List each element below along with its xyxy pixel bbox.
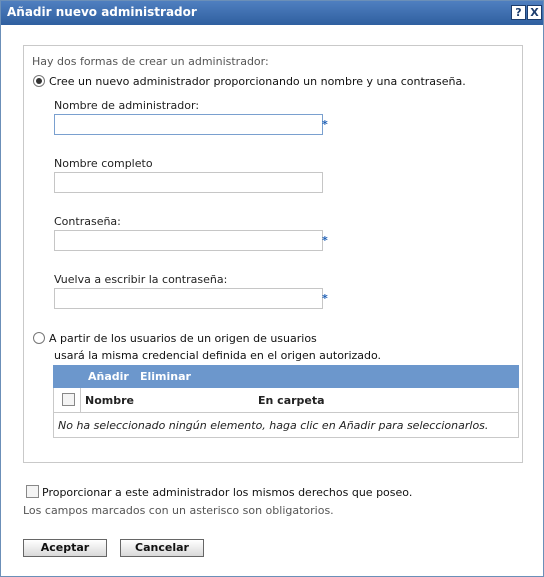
intro-text: Hay dos formas de crear un administrador: [32, 55, 269, 68]
option-source-label: A partir de los usuarios de un origen de usuarios [49, 332, 317, 345]
option-new-label: Cree un nuevo administrador proporcionando un nombre y una contraseña. [49, 75, 466, 88]
remove-link[interactable]: Eliminar [140, 370, 191, 383]
full-name-label: Nombre completo [54, 157, 153, 170]
column-name-header[interactable]: Nombre [85, 394, 134, 407]
password-input[interactable] [54, 230, 323, 251]
password-label: Contraseña: [54, 215, 121, 228]
cancel-button[interactable]: Cancelar [120, 539, 204, 557]
help-icon[interactable]: ? [511, 5, 526, 20]
required-marker: * [322, 292, 328, 305]
required-marker: * [322, 118, 328, 131]
full-name-input[interactable] [54, 172, 323, 193]
radio-user-source[interactable] [33, 332, 45, 344]
users-table-toolbar [53, 365, 519, 388]
select-all-checkbox[interactable] [62, 393, 75, 406]
users-table-header [53, 388, 519, 413]
accept-button[interactable]: Aceptar [23, 539, 107, 557]
admin-name-label: Nombre de administrador: [54, 99, 200, 112]
admin-name-input[interactable] [54, 114, 323, 135]
add-link[interactable]: Añadir [88, 370, 129, 383]
option-source-note: usará la misma credencial definida en el origen autorizado. [54, 349, 382, 362]
column-divider [80, 388, 81, 412]
same-rights-checkbox[interactable] [26, 485, 39, 498]
dialog-titlebar [1, 1, 543, 25]
create-options-panel [23, 45, 523, 463]
column-folder-header[interactable]: En carpeta [258, 394, 325, 407]
retype-password-input[interactable] [54, 288, 323, 309]
required-fields-note: Los campos marcados con un asterisco son obligatorios. [23, 504, 334, 517]
retype-password-label: Vuelva a escribir la contraseña: [54, 273, 228, 286]
radio-new-admin[interactable] [33, 75, 45, 87]
required-marker: * [322, 234, 328, 247]
close-icon[interactable]: X [527, 5, 542, 20]
users-table-empty-row: No ha seleccionado ningún elemento, haga clic en Añadir para seleccionarlos. [53, 413, 519, 438]
same-rights-label: Proporcionar a este administrador los mismos derechos que poseo. [42, 486, 413, 499]
dialog-title: Añadir nuevo administrador [7, 5, 197, 19]
